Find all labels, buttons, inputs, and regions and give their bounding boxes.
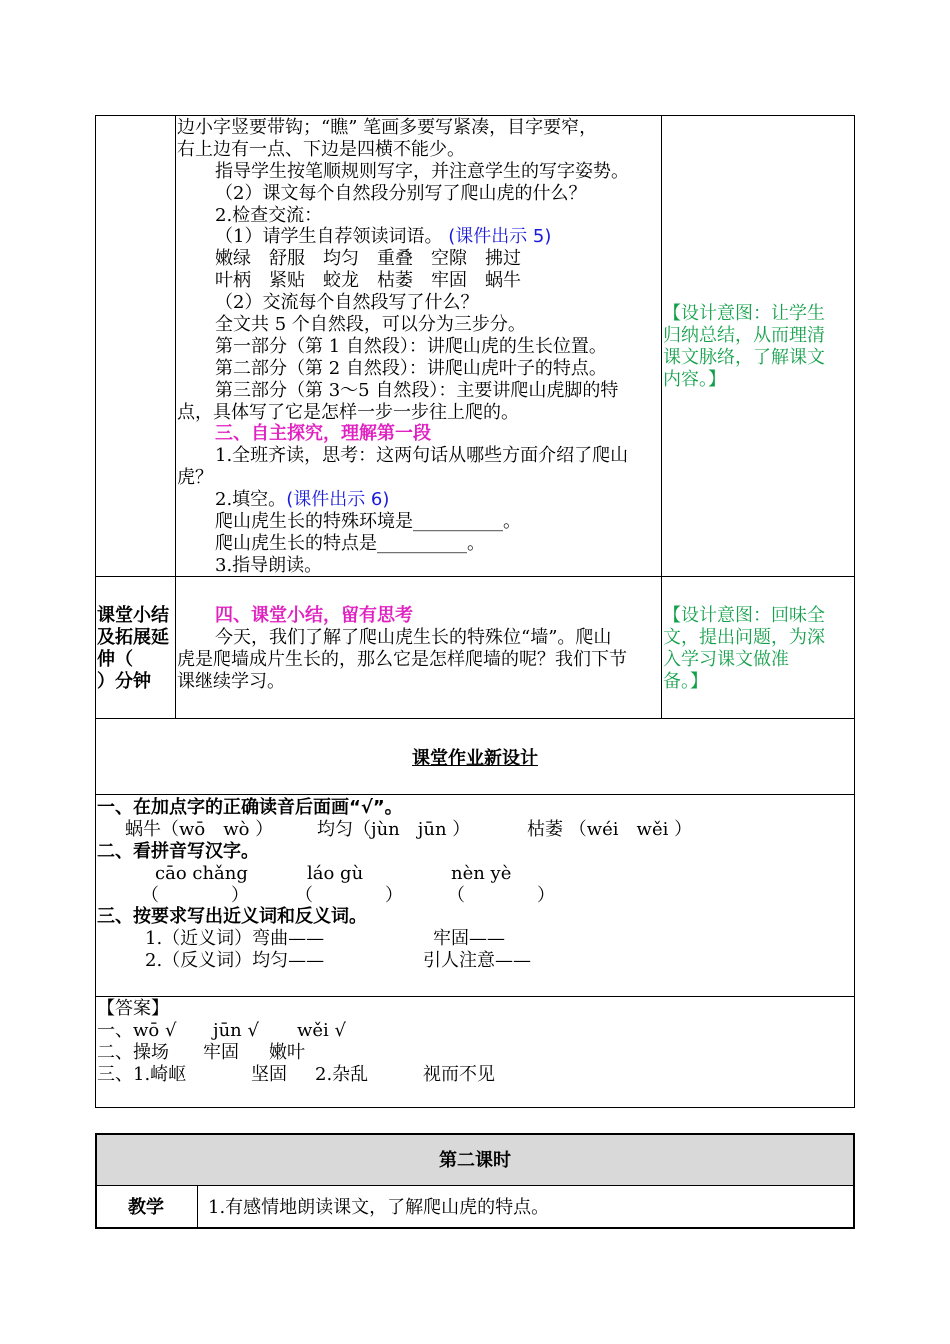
answer: 牢固: [203, 1041, 239, 1063]
answer: 一、wō √: [97, 1019, 177, 1041]
section-heading: 四、课堂小结，留有思考: [215, 605, 413, 626]
text-line: 爬山虎生长的特点是__________。: [215, 532, 485, 554]
answers: [97, 998, 847, 1086]
text-line: 文，提出问题，为深: [663, 626, 825, 648]
text-line: 2.检查交流：: [215, 204, 323, 226]
text-line: 课文脉络，了解课文: [663, 346, 825, 368]
question-heading: 一、在加点字的正确读音后面画“√”。: [97, 797, 403, 818]
divider: [661, 115, 662, 719]
text-line: [177, 489, 629, 511]
text-line: 点，具体写了它是怎样一步一步往上爬的。: [177, 401, 519, 423]
answer: jūn √: [213, 1019, 259, 1041]
item: 2.（反义词）均匀——: [145, 950, 325, 972]
section-heading: 三、自主探究，理解第一段: [215, 423, 431, 445]
answer: 二、操场: [97, 1041, 169, 1063]
pinyin: láo gù: [307, 862, 364, 884]
pinyin: nèn yè: [451, 862, 512, 884]
text-line: 【设计意图：回味全: [663, 605, 825, 626]
summary-body: [177, 605, 627, 693]
answer: 视而不见: [423, 1063, 495, 1085]
text-line: [97, 950, 847, 972]
text-line: 第二部分（第 2 自然段）：讲爬山虎叶子的特点。: [215, 357, 607, 379]
text-line: 叶柄 紧贴 蛟龙 枯萎 牢固 蜗牛: [215, 270, 521, 292]
text-line: 第三部分（第 3～5 自然段）：主要讲爬山虎脚的特: [215, 379, 619, 401]
item: 1.（近义词）弯曲——: [145, 928, 325, 950]
text-line: 课继续学习。: [177, 670, 285, 692]
text-line: [97, 863, 847, 885]
text-line: 右上边有一点、下边是四横不能少。: [177, 138, 465, 160]
text-line: [97, 1042, 847, 1064]
text-line: 今天，我们了解了爬山虎生长的特殊位“墙”。爬山: [215, 626, 612, 648]
text-line: 边小字竖要带钩；“瞧” 笔画多要写紧凑，目字要窄，: [177, 117, 598, 138]
text-line: 及拓展延: [97, 626, 169, 648]
text-line: 伸（: [97, 648, 133, 670]
homework-title: 课堂作业新设计: [412, 748, 538, 769]
text-line: 虎是爬墙成片生长的，那么它是怎样爬墙的呢？我们下节: [177, 648, 627, 670]
text-line: 嫩绿 舒服 均匀 重叠 空隙 拂过: [215, 248, 521, 270]
text-line: （2）课文每个自然段分别写了爬山虎的什么？: [215, 182, 587, 204]
answer: 三、1.崎岖: [97, 1063, 187, 1085]
pinyin: cāo chǎng: [155, 862, 248, 884]
item: 均匀（jùn jūn ）: [317, 818, 471, 840]
text-line: 3.指导朗读。: [215, 554, 323, 576]
summary-label: [97, 605, 169, 693]
design-intent: [663, 303, 825, 391]
blank: （ ）: [141, 884, 249, 906]
text-line: 指导学生按笔顺规则写字，并注意学生的写字姿势。: [215, 160, 629, 182]
courseware-note: (课件出示 5): [448, 226, 552, 248]
text: （1）请学生自荐领读词语。: [215, 226, 443, 248]
question-heading: 二、看拼音写汉字。: [97, 840, 259, 862]
answer: 嫩叶: [269, 1041, 305, 1063]
divider: [197, 1185, 198, 1229]
item: 引人注意——: [423, 950, 531, 972]
divider: [95, 718, 855, 719]
text-line: 入学习课文做准: [663, 648, 789, 670]
text-line: [97, 819, 847, 841]
text-line: 归纳总结，从而理清: [663, 324, 825, 346]
text-line: [97, 1020, 847, 1042]
homework-questions: [97, 797, 847, 972]
lesson-body: [177, 117, 629, 577]
text-line: 虎？: [177, 467, 213, 489]
answer: wěi √: [297, 1019, 347, 1041]
text-line: 课堂小结: [97, 605, 169, 626]
answer: 2.杂乱: [315, 1063, 369, 1085]
text-line: ）分钟: [97, 670, 151, 692]
design-intent: [663, 605, 825, 693]
text-line: [97, 1064, 847, 1086]
answers-title: 【答案】: [97, 998, 169, 1019]
divider: [95, 794, 855, 795]
text-line: [177, 226, 629, 248]
lesson2-title: 第二课时: [439, 1150, 511, 1171]
text-line: [97, 885, 847, 907]
text-line: （2）交流每个自然段写了什么？: [215, 292, 479, 314]
courseware-note: (课件出示 6): [286, 489, 390, 511]
text-line: 全文共 5 个自然段，可以分为三步分。: [215, 314, 526, 336]
divider: [95, 1185, 855, 1186]
text-line: 爬山虎生长的特殊环境是__________。: [215, 511, 521, 533]
text-line: [97, 928, 847, 950]
text-line: 内容。】: [663, 368, 726, 390]
text-line: 备。】: [663, 670, 708, 692]
blank: （ ）: [295, 884, 403, 906]
item: 枯萎 （wéi wěi ）: [527, 818, 693, 840]
text: 2.填空。: [215, 489, 287, 511]
text-line: 【设计意图：让学生: [663, 303, 825, 324]
text-line: 第一部分（第 1 自然段）：讲爬山虎的生长位置。: [215, 335, 607, 357]
question-heading: 三、按要求写出近义词和反义词。: [97, 906, 367, 928]
text-line: 1.全班齐读，思考：这两句话从哪些方面介绍了爬山: [215, 445, 629, 467]
lesson2-label: 教学: [128, 1197, 164, 1218]
item: 牢固——: [433, 928, 505, 950]
divider: [95, 996, 855, 997]
divider: [175, 115, 176, 719]
answer: 坚固: [251, 1063, 287, 1085]
blank: （ ）: [447, 884, 555, 906]
lesson2-goal: 1.有感情地朗读课文，了解爬山虎的特点。: [208, 1197, 550, 1218]
item: 蜗牛（wō wò ）: [125, 818, 274, 840]
